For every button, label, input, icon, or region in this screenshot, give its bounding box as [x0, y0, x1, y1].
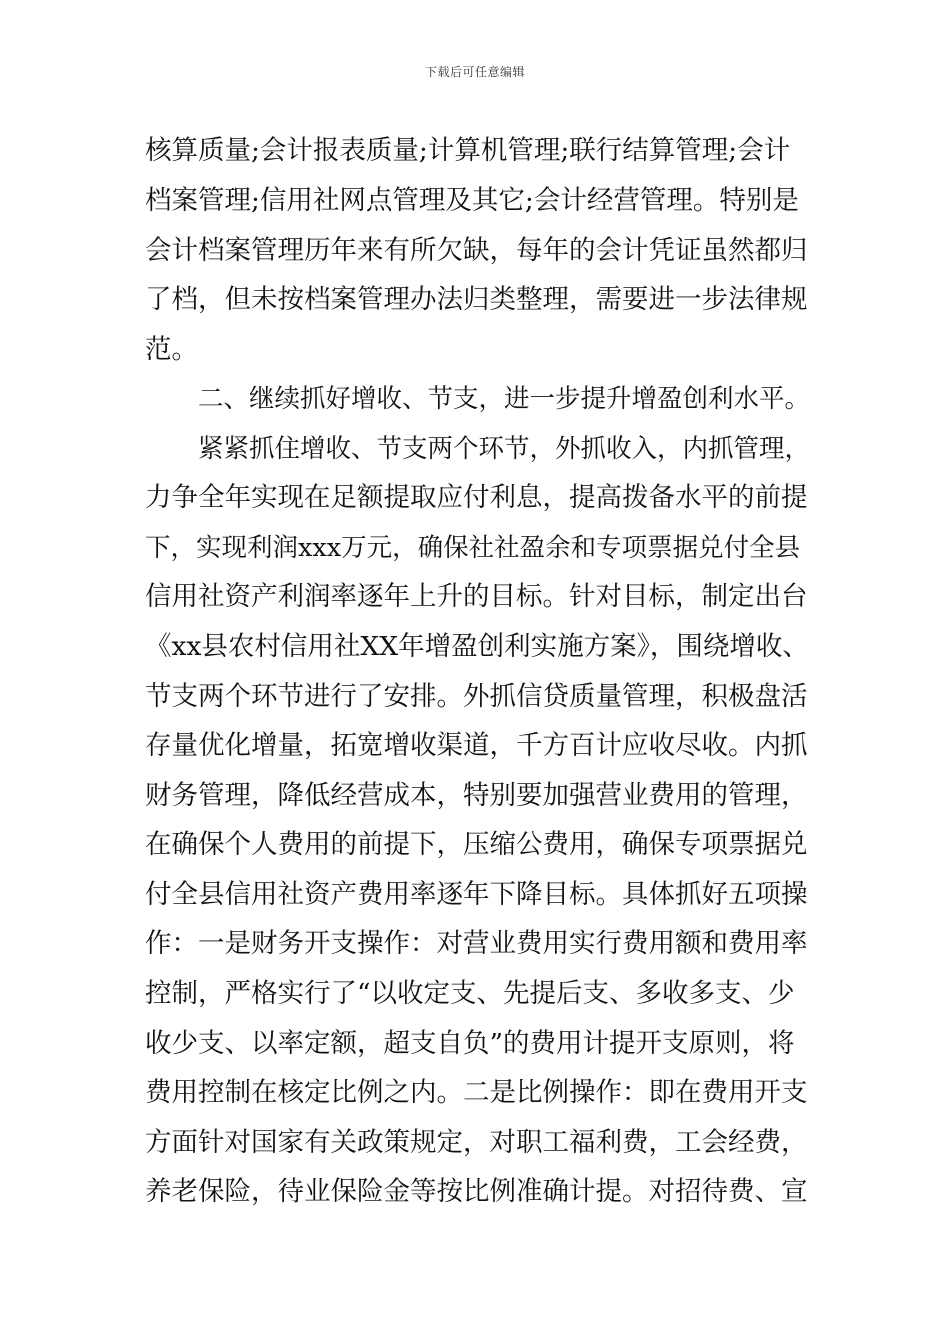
text-line: 了档，但未按档案管理办法归类整理，需要进一步法律规 [145, 284, 808, 315]
text-line: 费用控制在核定比例之内。二是比例操作：即在费用开支 [145, 1077, 808, 1108]
text-line: 力争全年实现在足额提取应付利息，提高拨备水平的前提 [145, 482, 808, 513]
text-line: 节支两个环节进行了安排。外抓信贷质量管理，积极盘活 [145, 681, 808, 712]
paragraph-first-line: 紧紧抓住增收、节支两个环节，外抓收入，内抓管理， [198, 434, 811, 464]
text-line: 《xx县农村信用社XX年增盈创利实施方案》，围绕增收、 [145, 631, 809, 662]
text-line: 在确保个人费用的前提下，压缩公费用，确保专项票据兑 [145, 829, 808, 860]
text-line: 存量优化增量，拓宽增收渠道，千方百计应收尽收。内抓 [145, 730, 808, 761]
text-line: 收少支、以率定额，超支自负”的费用计提开支原则，将 [145, 1028, 795, 1059]
text-line: 控制，严格实行了“以收定支、先提后支、多收多支、少 [145, 978, 795, 1009]
text-line: 养老保险，待业保险金等按比例准确计提。对招待费、宣 [145, 1176, 808, 1207]
text-line: 范。 [145, 334, 198, 365]
page-header: 下载后可任意编辑 [424, 65, 525, 79]
text-line: 会计档案管理历年来有所欠缺，每年的会计凭证虽然都归 [145, 235, 808, 266]
text-line: 信用社资产利润率逐年上升的目标。针对目标，制定出台 [145, 581, 808, 612]
text-line: 付全县信用社资产费用率逐年下降目标。具体抓好五项操 [145, 879, 808, 910]
section-heading: 二、继续抓好增收、节支，进一步提升增盈创利水平。 [198, 384, 811, 414]
text-line: 档案管理;信用社网点管理及其它;会计经营管理。特别是 [145, 185, 799, 216]
text-line: 下，实现利润xxx万元，确保社社盈余和专项票据兑付全县 [145, 533, 801, 563]
text-line: 方面针对国家有关政策规定，对职工福利费，工会经费， [145, 1127, 808, 1158]
text-line: 作：一是财务开支操作：对营业费用实行费用额和费用率 [145, 928, 808, 959]
text-line: 核算质量;会计报表质量;计算机管理;联行结算管理;会计 [145, 135, 791, 166]
text-line: 财务管理，降低经营成本，特别要加强营业费用的管理， [145, 780, 808, 811]
